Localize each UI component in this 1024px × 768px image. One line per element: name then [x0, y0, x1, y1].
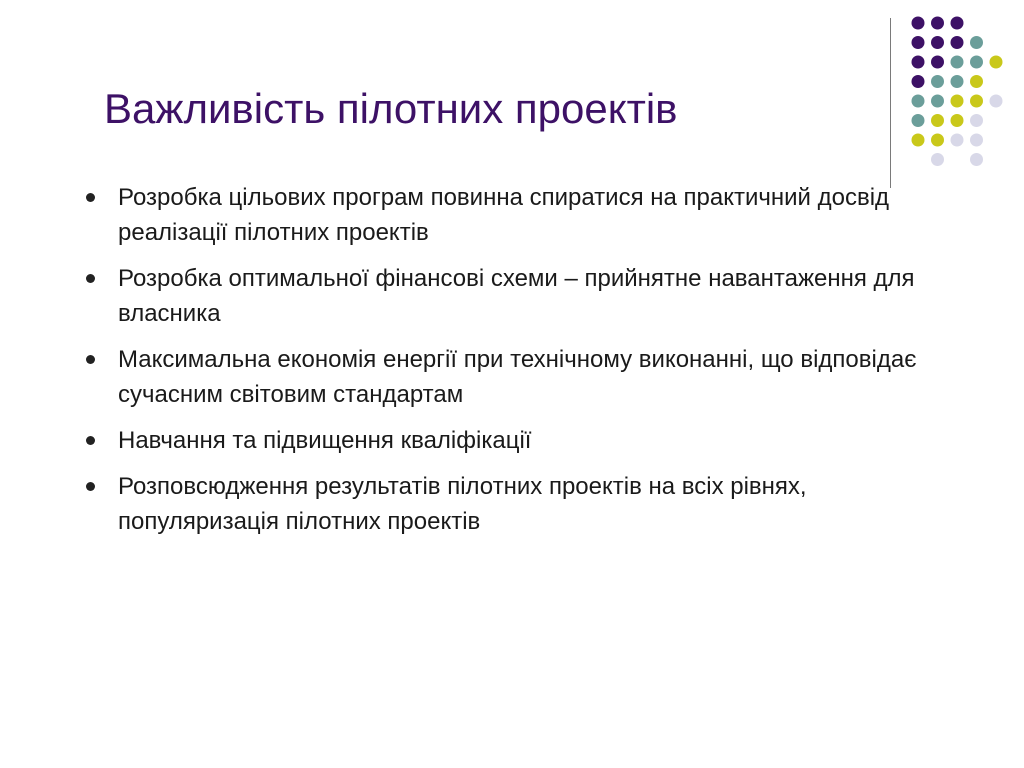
bullet-item — [84, 469, 924, 539]
decorative-dot — [951, 95, 964, 108]
decorative-dot — [970, 75, 983, 88]
decorative-dot — [990, 56, 1003, 69]
decorative-dot — [931, 95, 944, 108]
decorative-dot — [912, 114, 925, 127]
bullet-dot-icon — [86, 274, 95, 283]
decorative-dot — [951, 36, 964, 49]
bullet-dot-icon — [86, 355, 95, 364]
decorative-dot — [931, 134, 944, 147]
decorative-dot — [912, 95, 925, 108]
decorative-dot — [912, 75, 925, 88]
decorative-dot — [931, 153, 944, 166]
bullet-item — [84, 180, 924, 250]
bullet-dot-icon — [86, 482, 95, 491]
decorative-dot — [912, 36, 925, 49]
bullet-item — [84, 261, 924, 331]
decorative-dot — [951, 56, 964, 69]
bullet-item — [84, 423, 924, 458]
decorative-dot — [931, 17, 944, 30]
bullet-item — [84, 342, 924, 412]
decorative-dot — [970, 36, 983, 49]
bullet-text: Розробка оптимальної фінансові схеми – прийнятне навантаження для власника — [118, 265, 915, 327]
decorative-dot — [931, 114, 944, 127]
decorative-dot — [951, 134, 964, 147]
decorative-dot — [931, 56, 944, 69]
decorative-dot — [951, 17, 964, 30]
decorative-dot — [912, 134, 925, 147]
decorative-dot — [990, 95, 1003, 108]
slide-title: Важливість пілотних проектів — [104, 85, 678, 132]
decorative-dot — [931, 36, 944, 49]
decorative-dot — [970, 56, 983, 69]
decorative-dot — [951, 114, 964, 127]
bullet-dot-icon — [86, 436, 95, 445]
bullet-text: Розробка цільових програм повинна спиратися на практичний досвід реалізації пілотних проектів — [118, 184, 890, 246]
decorative-dot — [970, 134, 983, 147]
bullet-text: Максимальна економія енергії при технічному виконанні, що відповідає сучасним світовим стандартам — [118, 346, 917, 408]
bullet-text: Розповсюдження результатів пілотних проектів на всіх рівнях, популяризація пілотних проектів — [118, 473, 807, 535]
vertical-divider — [890, 18, 891, 188]
bullet-dot-icon — [86, 193, 95, 202]
decorative-dot — [912, 17, 925, 30]
decorative-dot — [970, 95, 983, 108]
bullet-list — [84, 180, 924, 550]
decorative-dot — [951, 75, 964, 88]
decorative-dot — [912, 56, 925, 69]
bullet-text: Навчання та підвищення кваліфікації — [118, 427, 532, 454]
decorative-dot — [931, 75, 944, 88]
decorative-dot — [970, 153, 983, 166]
decorative-dot — [970, 114, 983, 127]
